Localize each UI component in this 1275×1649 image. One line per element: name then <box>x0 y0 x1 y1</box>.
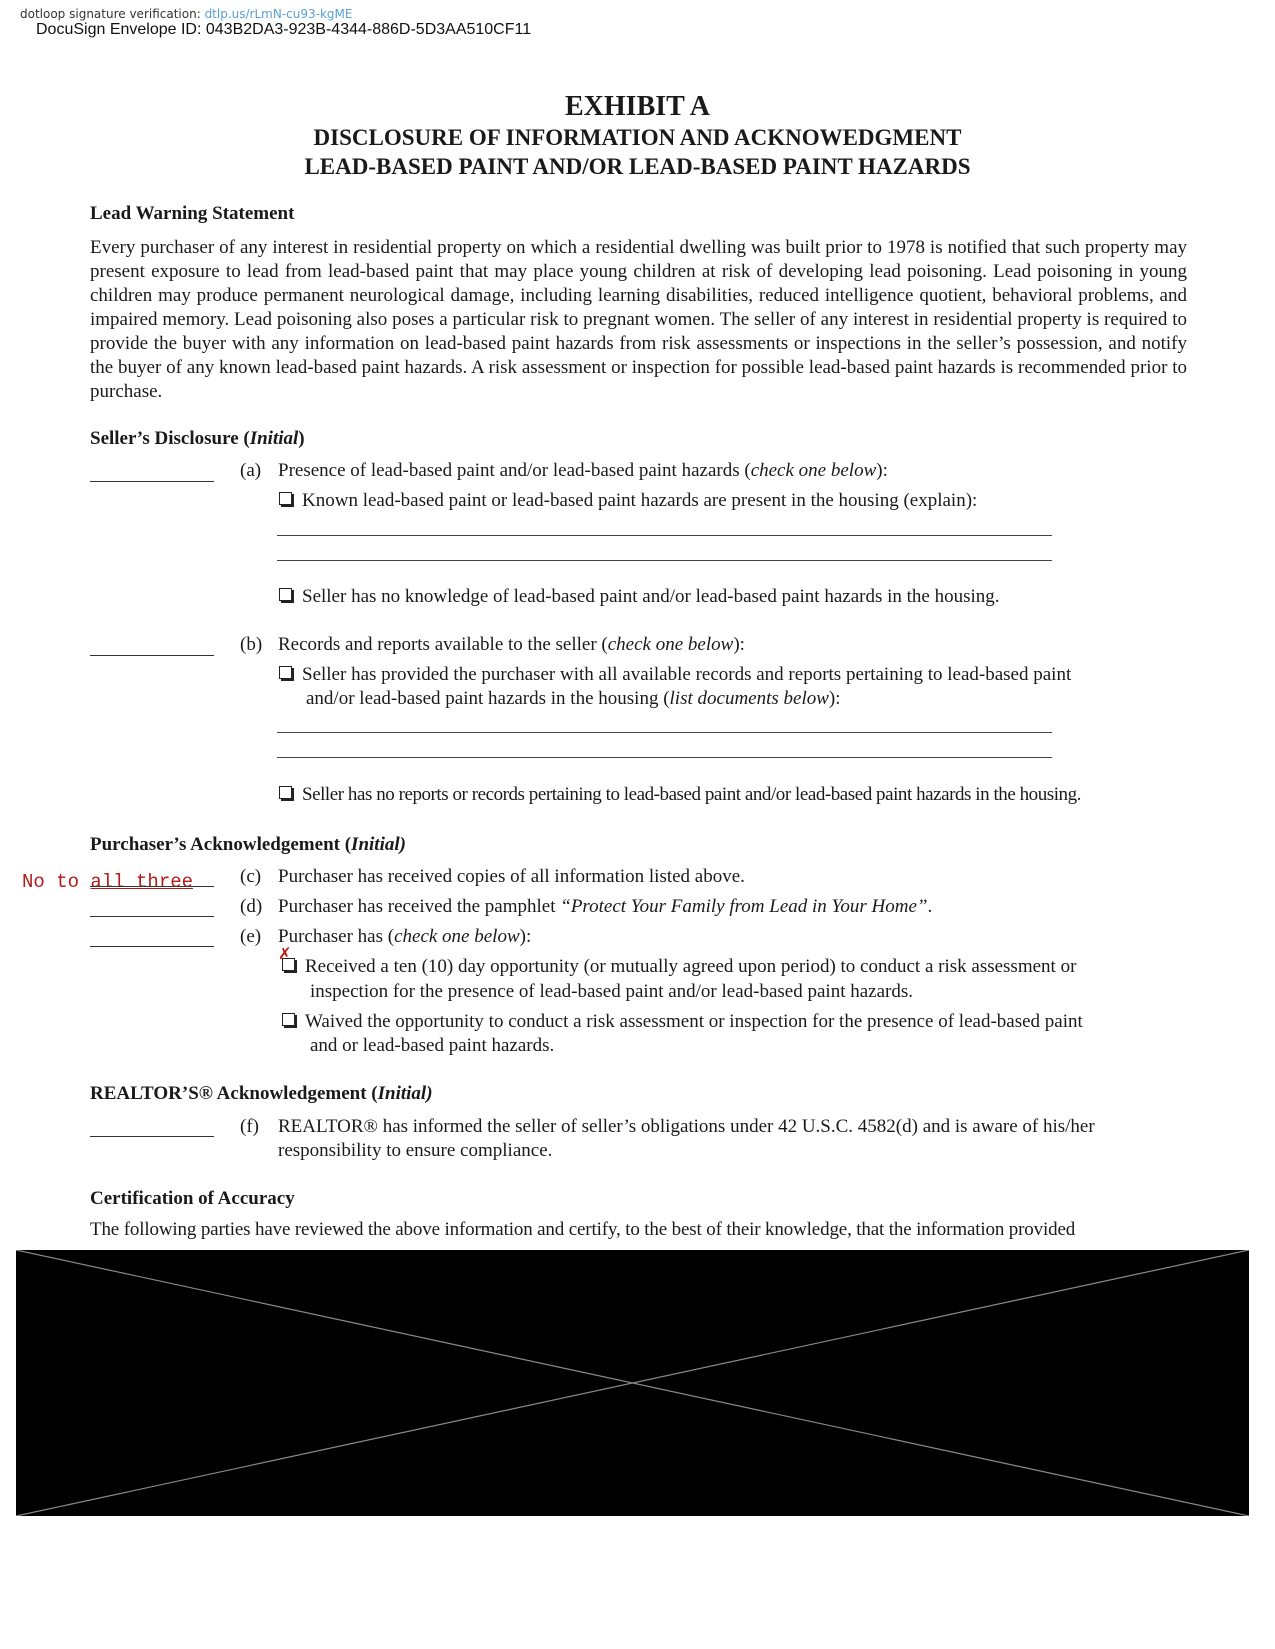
lead-paint-subtitle: LEAD-BASED PAINT AND/OR LEAD-BASED PAINT HAZARDS <box>304 154 971 179</box>
documents-line-1[interactable] <box>277 732 1052 733</box>
received-opportunity-option[interactable]: ✗ Received a ten (10) day opportunity (or mutually agreed upon period) to conduct a risk assessment or <box>278 944 1077 977</box>
waived-opportunity-option-cont: and or lead-based paint hazards. <box>310 1035 555 1056</box>
no-knowledge-option[interactable]: Seller has no knowledge of lead-based paint and/or lead-based paint hazards in the housing. <box>279 586 1000 608</box>
lead-warning-text: Every purchaser of any interest in residential property on which a residential dwelling was built prior to 1978 is notified that such property may present exposure to lead from lead-based paint that may place young children at risk of developing lead poisoning. Lead poisoning in young children may produce permanent neurological damage, including learning disabilities, reduced intelligence quotient, behavioral problems, and impaired memory. Lead poisoning also poses a particular risk to pregnant women. The seller of any interest in residential property is required to provide the buyer with any information on lead-based paint hazards from risk assessments or inspections in the seller’s possession, and notify the buyer of any known lead-based paint hazards. A risk assessment or inspection for possible lead-based paint hazards is recommended prior to purchase. <box>90 237 1187 402</box>
verification-link[interactable]: dtlp.us/rLmN-cu93-kgME <box>204 7 353 21</box>
purchaser-item-e-label: (e) <box>240 926 262 947</box>
explain-line-1[interactable] <box>277 535 1052 536</box>
realtor-item-f-text-cont: responsibility to ensure compliance. <box>278 1140 553 1161</box>
seller-initial-a-field[interactable] <box>90 481 214 482</box>
x-mark-icon: ✗ <box>278 944 292 963</box>
purchaser-initial-c-field[interactable] <box>90 886 214 887</box>
known-lead-paint-option[interactable]: Known lead-based paint or lead-based paint hazards are present in the housing (explain): <box>279 490 977 512</box>
purchaser-initial-d-field[interactable] <box>90 916 214 917</box>
certification-text: The following parties have reviewed the above information and certify, to the best of their knowledge, that the information provided <box>90 1219 1076 1240</box>
documents-line-2[interactable] <box>277 757 1052 758</box>
records-provided-option-cont: and/or lead-based paint hazards in the housing (list documents below): <box>306 688 841 709</box>
no-records-option[interactable]: Seller has no reports or records pertaining to lead-based paint and/or lead-based paint hazards in the housing. <box>279 784 1081 806</box>
exhibit-title: EXHIBIT A <box>565 91 710 122</box>
envelope-id: DocuSign Envelope ID: 043B2DA3-923B-4344-886D-5D3AA510CF11 <box>36 21 532 38</box>
seller-disclosure-heading: Seller’s Disclosure (Initial) <box>90 428 305 449</box>
disclosure-subtitle: DISCLOSURE OF INFORMATION AND ACKNOWEDGMENT <box>313 125 962 150</box>
waived-opportunity-option[interactable]: Waived the opportunity to conduct a risk assessment or inspection for the presence of lead-based paint <box>282 1011 1083 1033</box>
seller-item-a-label: (a) <box>240 460 262 481</box>
realtor-initial-f-field[interactable] <box>90 1136 214 1137</box>
purchaser-item-c-label: (c) <box>240 866 262 887</box>
seller-item-b-text: Records and reports available to the seller (check one below): <box>278 634 745 655</box>
seller-initial-b-field[interactable] <box>90 655 214 656</box>
handwritten-initial-note: No to all three <box>22 871 194 893</box>
explain-line-2[interactable] <box>277 560 1052 561</box>
received-opportunity-option-cont: inspection for the presence of lead-based paint and/or lead-based paint hazards. <box>310 981 913 1002</box>
checkbox-icon[interactable] <box>279 492 292 505</box>
purchaser-item-d-label: (d) <box>240 896 263 917</box>
signature-verification: dotloop signature verification: dtlp.us/rLmN-cu93-kgME <box>20 7 353 21</box>
realtor-item-f-label: (f) <box>240 1116 259 1137</box>
checkbox-icon[interactable] <box>279 666 292 679</box>
seller-item-b-label: (b) <box>240 634 263 655</box>
checkbox-icon[interactable] <box>282 1013 295 1026</box>
checkbox-icon[interactable] <box>279 588 292 601</box>
purchaser-acknowledgement-heading: Purchaser’s Acknowledgement (Initial) <box>90 834 406 855</box>
redaction-cross-icon <box>16 1250 1249 1516</box>
lead-warning-heading: Lead Warning Statement <box>90 203 295 224</box>
realtor-acknowledgement-heading: REALTOR’S® Acknowledgement (Initial) <box>90 1083 433 1104</box>
records-provided-option[interactable]: Seller has provided the purchaser with all available records and reports pertaining to lead-based paint <box>279 664 1071 686</box>
realtor-item-f-text: REALTOR® has informed the seller of seller’s obligations under 42 U.S.C. 4582(d) and is aware of his/her <box>278 1116 1095 1137</box>
purchaser-item-c-text: Purchaser has received copies of all information listed above. <box>278 866 745 887</box>
redaction-box <box>16 1250 1249 1516</box>
purchaser-initial-e-field[interactable] <box>90 946 214 947</box>
certification-heading: Certification of Accuracy <box>90 1188 295 1209</box>
purchaser-item-d-text: Purchaser has received the pamphlet “Protect Your Family from Lead in Your Home”. <box>278 896 933 917</box>
seller-item-a-text: Presence of lead-based paint and/or lead-based paint hazards (check one below): <box>278 460 888 481</box>
purchaser-item-e-text: Purchaser has (check one below): <box>278 926 532 947</box>
checkbox-icon[interactable] <box>279 786 292 799</box>
